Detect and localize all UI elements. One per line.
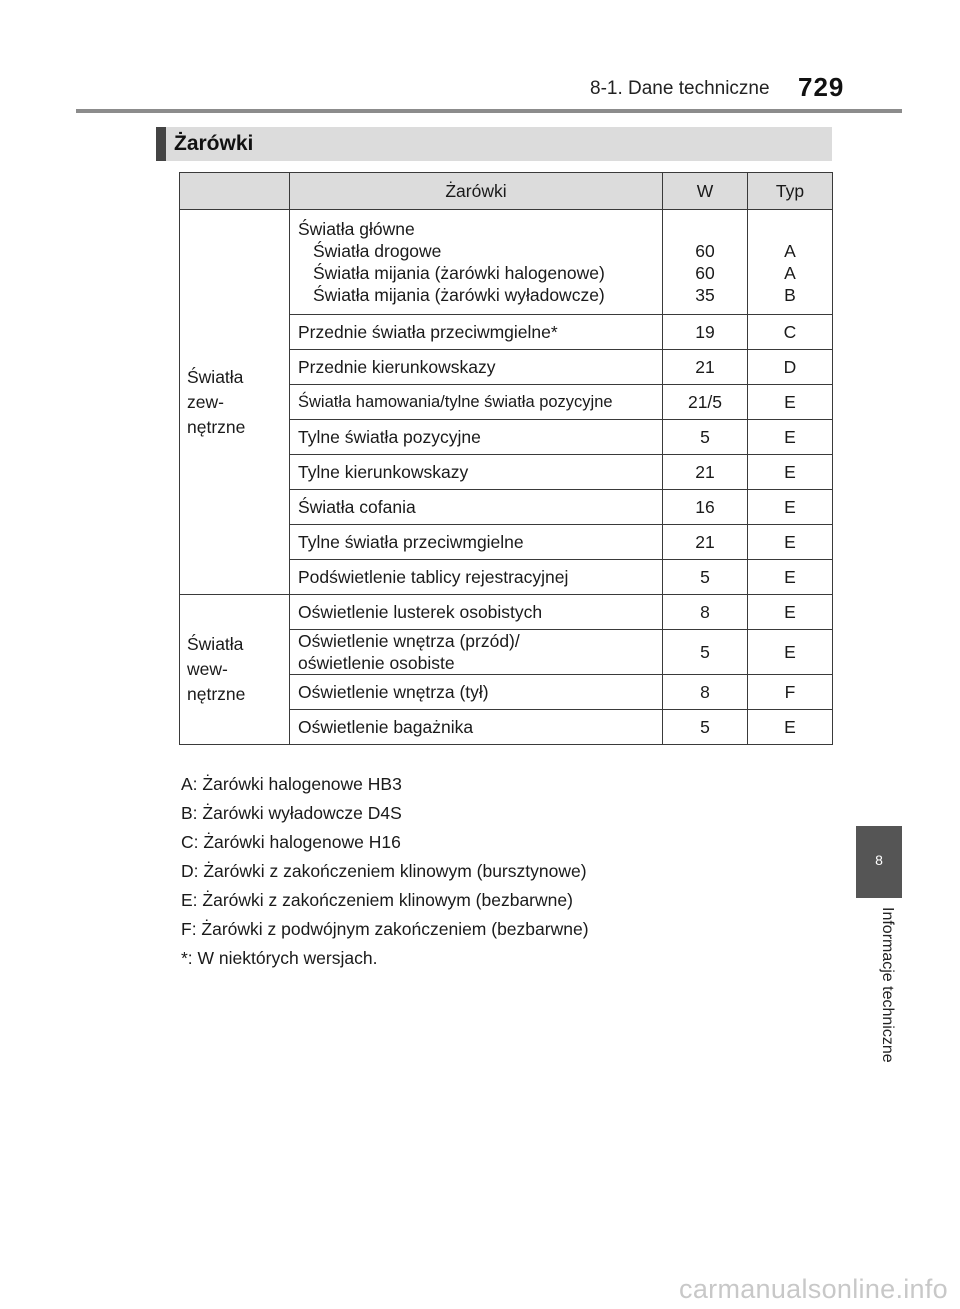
type-value: A: [784, 241, 796, 261]
footnote: D: Żarówki z zakończeniem klinowym (bursztynowe): [181, 861, 587, 881]
watt-value: 60: [695, 263, 715, 283]
header-cell-type: Typ: [748, 173, 833, 210]
header-section-title: 8-1. Dane techniczne: [590, 78, 770, 99]
section-heading-text: Żarówki: [174, 132, 254, 155]
type-value: A: [784, 263, 796, 283]
watt-value: 16: [663, 490, 748, 525]
type-value: C: [748, 315, 833, 350]
watt-value: 5: [663, 560, 748, 595]
header-cell-bulbs: Żarówki: [290, 173, 663, 210]
bulb-name: Światła hamowania/tylne światła pozycyjne: [290, 385, 663, 420]
page-number: 729: [798, 72, 845, 102]
watt-value: 5: [663, 630, 748, 675]
headlights-cell: [290, 210, 663, 315]
watt-value: 21: [663, 350, 748, 385]
footnote: F: Żarówki z podwójnym zakończeniem (bezbarwne): [181, 919, 589, 939]
chapter-tab: [856, 826, 902, 898]
type-value: E: [748, 525, 833, 560]
footnote: C: Żarówki halogenowe H16: [181, 832, 401, 852]
bulb-name: Podświetlenie tablicy rejestracyjnej: [290, 560, 663, 595]
interior-group-label: Światła wew- nętrzne: [187, 634, 246, 704]
bulb-name: Oświetlenie wnętrza (tył): [290, 675, 663, 710]
footnote: *: W niektórych wersjach.: [181, 948, 378, 968]
chapter-number: 8: [875, 852, 883, 868]
watermark: carmanualsonline.info: [679, 1274, 948, 1304]
header-divider: [76, 109, 902, 113]
section-heading: [156, 127, 832, 161]
type-value: E: [748, 490, 833, 525]
type-value: D: [748, 350, 833, 385]
headlights-title: Światła główne: [298, 219, 415, 239]
interior-group-cell: [180, 595, 290, 745]
watt-value: 8: [663, 675, 748, 710]
bulb-name: Tylne światła pozycyjne: [290, 420, 663, 455]
chapter-label: Informacje techniczne: [879, 907, 896, 1063]
footnote: B: Żarówki wyładowcze D4S: [181, 803, 402, 823]
type-value: E: [748, 560, 833, 595]
watt-value: 21: [663, 455, 748, 490]
bulb-name: Tylne kierunkowskazy: [290, 455, 663, 490]
table-row: [180, 210, 833, 315]
table-header-row: [180, 173, 833, 210]
type-value: E: [748, 595, 833, 630]
table-row: [180, 595, 833, 630]
watt-value: 5: [663, 710, 748, 745]
bulb-name: Przednie kierunkowskazy: [290, 350, 663, 385]
type-value: E: [748, 420, 833, 455]
footnote: E: Żarówki z zakończeniem klinowym (bezbarwne): [181, 890, 573, 910]
type-value: E: [748, 385, 833, 420]
exterior-group-label: Światła zew- nętrzne: [187, 366, 246, 437]
bulb-name: Oświetlenie bagażnika: [290, 710, 663, 745]
headlight-item: Światła mijania (żarówki halogenowe): [313, 263, 605, 283]
header-cell-group: [180, 173, 290, 210]
type-value: E: [748, 710, 833, 745]
section-heading-bar: [156, 127, 166, 161]
type-value: B: [784, 285, 796, 305]
bulb-name: [290, 630, 663, 675]
watt-value: 35: [695, 285, 715, 305]
watt-value: 60: [695, 241, 715, 261]
header-cell-watt: W: [663, 173, 748, 210]
headlights-type-cell: [748, 210, 833, 315]
headlights-watt-cell: [663, 210, 748, 315]
watt-value: 19: [663, 315, 748, 350]
watt-value: 21: [663, 525, 748, 560]
bulb-name: Oświetlenie lusterek osobistych: [290, 595, 663, 630]
bulb-name: Światła cofania: [290, 490, 663, 525]
bulb-name-text: Oświetlenie wnętrza (przód)/ oświetlenie osobiste: [298, 631, 520, 673]
bulb-name: Tylne światła przeciwmgielne: [290, 525, 663, 560]
watt-value: 5: [663, 420, 748, 455]
footnotes: [181, 770, 589, 973]
headlight-item: Światła drogowe: [313, 241, 442, 261]
type-value: E: [748, 630, 833, 675]
headlight-item: Światła mijania (żarówki wyładowcze): [313, 285, 605, 305]
exterior-group-cell: [180, 210, 290, 595]
watt-value: 21/5: [663, 385, 748, 420]
bulb-name: Przednie światła przeciwmgielne*: [290, 315, 663, 350]
type-value: E: [748, 455, 833, 490]
footnote: A: Żarówki halogenowe HB3: [181, 774, 402, 794]
type-value: F: [748, 675, 833, 710]
bulbs-table: [179, 172, 833, 745]
watt-value: 8: [663, 595, 748, 630]
